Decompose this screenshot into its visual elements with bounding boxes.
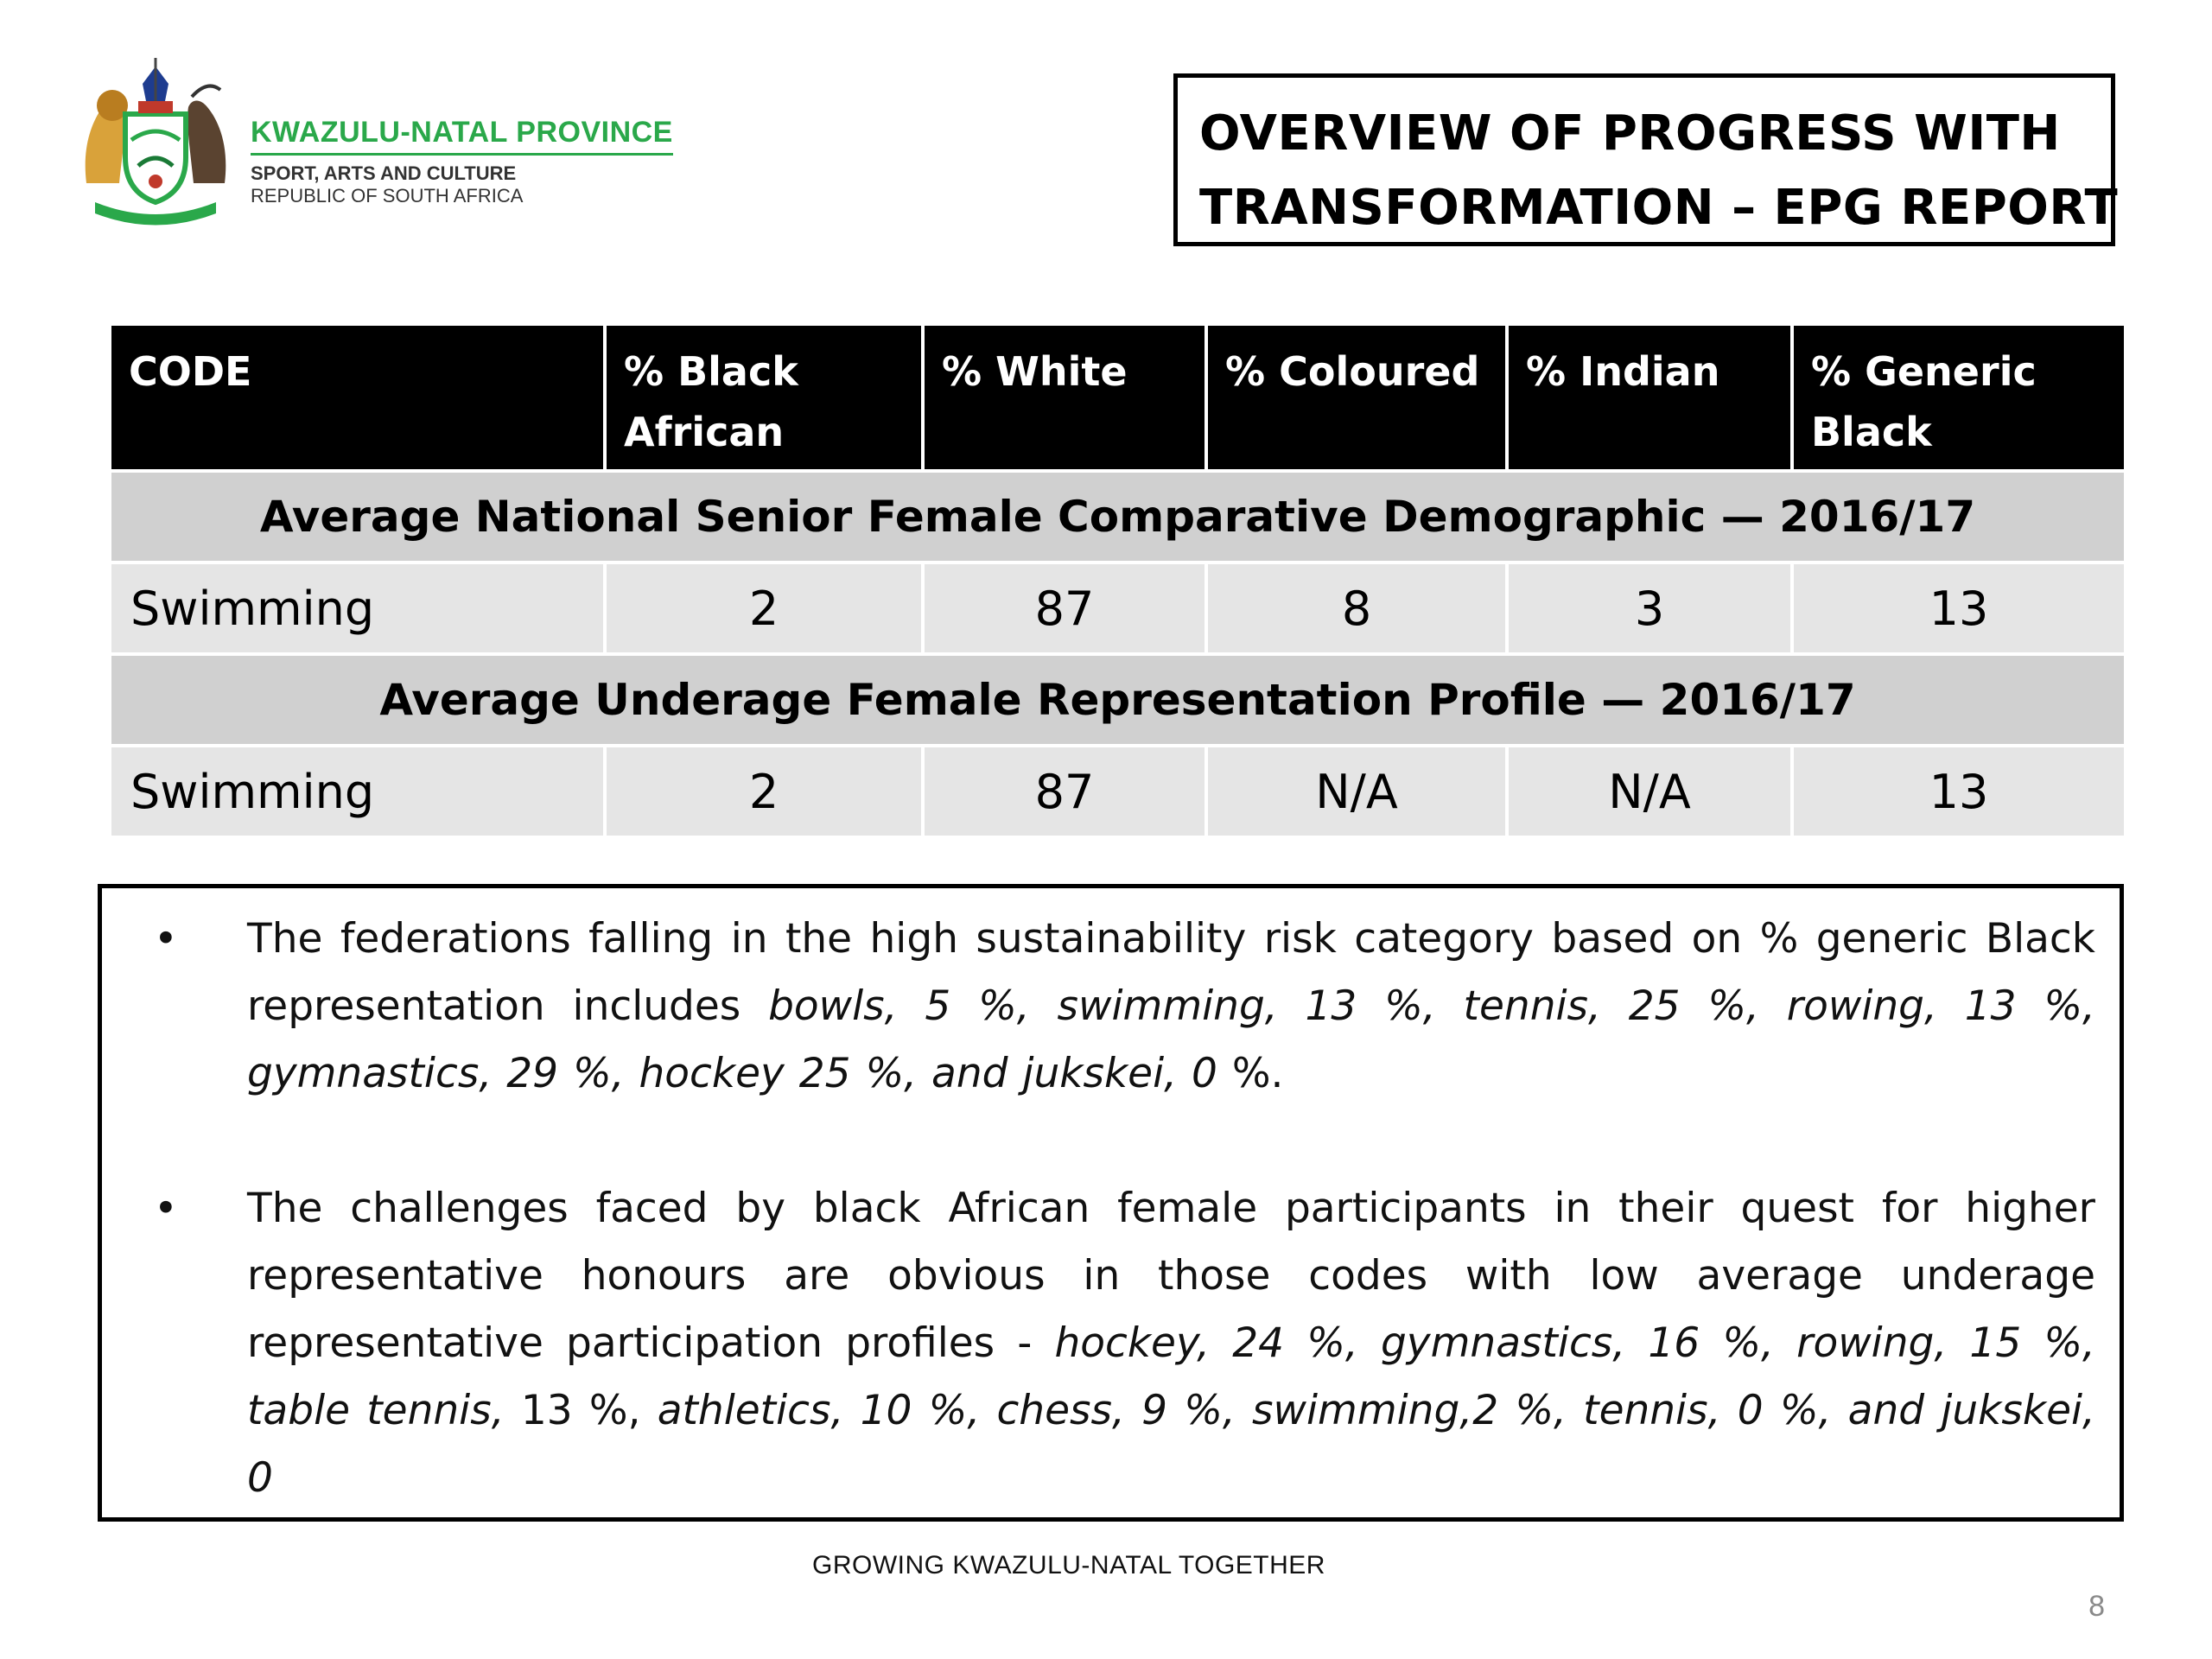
column-header-code: CODE (110, 324, 605, 471)
logo-text (251, 116, 673, 207)
coat-of-arms-icon (78, 54, 233, 226)
note-2-plain: 13 %, (504, 1387, 658, 1434)
note-2-list-a: hockey, 24 %, gymnastics, 16 %, rowing, 15 %, table tennis, (247, 1319, 2095, 1434)
notes-box (98, 884, 2124, 1522)
table-cell-coloured: 8 (1206, 563, 1507, 654)
slide-title-line-2: TRANSFORMATION – EPG REPORT (1199, 180, 2119, 236)
table-cell-code: Swimming (110, 746, 605, 837)
slide-title-box (1173, 73, 2119, 246)
note-2-lead: The challenges faced by black African female participants in their quest for higher representative honours are obvious in those codes with low average underage representative participation profiles - (247, 1185, 2095, 1367)
column-header-indian: % Indian (1507, 324, 1792, 471)
table-cell-black-african: 2 (605, 563, 923, 654)
slide-title-line-1: OVERVIEW OF PROGRESS WITH (1199, 105, 2061, 162)
column-header-black-african: % Black African (605, 324, 923, 471)
table-cell-indian: 3 (1507, 563, 1792, 654)
country-name: REPUBLIC OF SOUTH AFRICA (251, 185, 524, 207)
section-row-underage (110, 654, 2126, 746)
section-row-senior (110, 471, 2126, 563)
section-title-underage: Average Underage Female Representation Profile — 2016/17 (110, 654, 2126, 746)
table-row (110, 746, 2126, 837)
column-header-coloured: % Coloured (1206, 324, 1507, 471)
notes-list (154, 906, 2095, 1512)
department-name: SPORT, ARTS AND CULTURE (251, 162, 517, 184)
bullet-icon: • (154, 915, 178, 963)
note-1-tail: %. (1217, 1050, 1284, 1097)
demographics-table (108, 322, 2127, 839)
note-2-list-b: athletics, 10 %, chess, 9 %, swimming,2 %, tennis, 0 %, and jukskei, 0 (247, 1387, 2095, 1502)
list-item (154, 1175, 2095, 1512)
bullet-icon: • (154, 1185, 178, 1232)
note-1-list: bowls, 5 %, swimming, 13 %, tennis, 25 %, rowing, 13 %, gymnastics, 29 %, hockey 25 %, and jukskei, 0 (247, 982, 2095, 1097)
table-header-row (110, 324, 2126, 471)
column-header-generic-black: % Generic Black (1792, 324, 2126, 471)
note-1-lead: The federations falling in the high sustainability risk category based on % generic Black representation includes (247, 915, 2095, 1030)
table-cell-generic-black: 13 (1792, 746, 2126, 837)
table-cell-coloured: N/A (1206, 746, 1507, 837)
table-cell-white: 87 (923, 746, 1206, 837)
list-item (154, 906, 2095, 1108)
table-row (110, 563, 2126, 654)
section-title-senior: Average National Senior Female Comparative Demographic — 2016/17 (110, 471, 2126, 563)
province-logo (78, 54, 700, 226)
table-cell-white: 87 (923, 563, 1206, 654)
column-header-white: % White (923, 324, 1206, 471)
table-cell-indian: N/A (1507, 746, 1792, 837)
table-cell-black-african: 2 (605, 746, 923, 837)
footer-tagline: GROWING KWAZULU-NATAL TOGETHER (812, 1551, 1325, 1580)
table-cell-generic-black: 13 (1792, 563, 2126, 654)
page-number: 8 (2088, 1590, 2105, 1623)
province-name: KWAZULU-NATAL PROVINCE (251, 116, 673, 156)
table-cell-code: Swimming (110, 563, 605, 654)
